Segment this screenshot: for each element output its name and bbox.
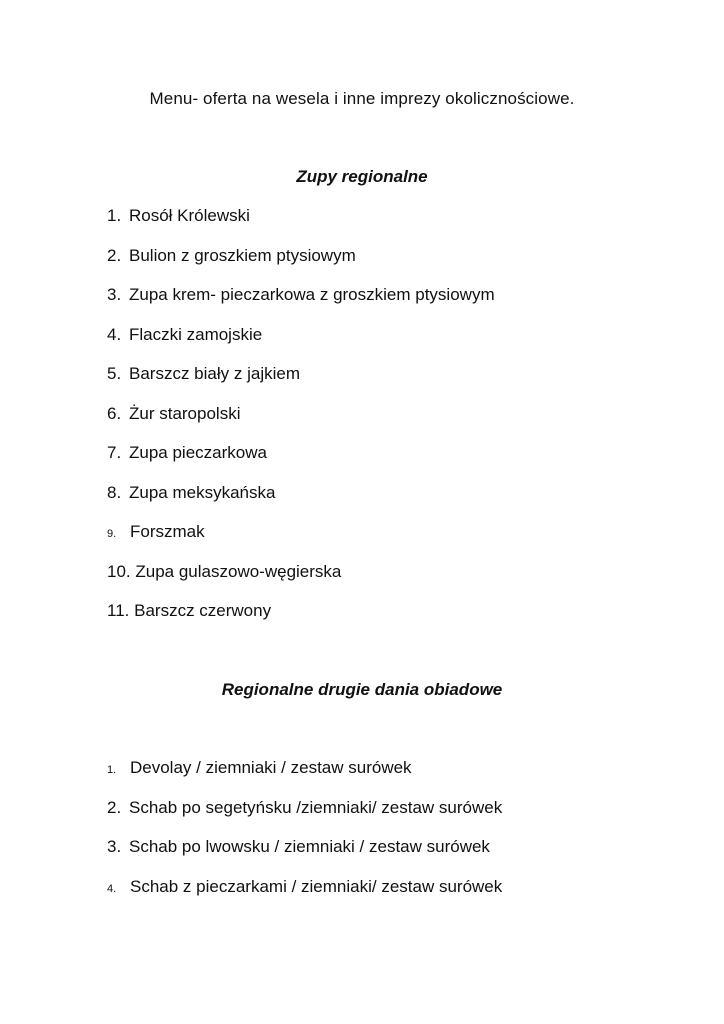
item-number: 11. [107,601,130,620]
list-item [107,758,502,798]
list-item [107,364,495,404]
list-item [107,877,502,917]
item-text: Devolay / ziemniaki / zestaw surówek [130,758,412,777]
item-text: Forszmak [130,522,205,541]
list-item [107,483,495,523]
item-text: Barszcz biały z jajkiem [129,364,300,383]
item-number: 3. [107,837,122,856]
list-item [107,798,502,838]
item-number: 7. [107,443,122,462]
section-heading-soups: Zupy regionalne [296,167,428,186]
item-text: Schab po lwowsku / ziemniaki / zestaw surówek [129,837,490,856]
document-title: Menu- oferta na wesela i inne imprezy okolicznościowe. [149,89,575,108]
soups-list [107,206,495,641]
list-item [107,522,495,562]
mains-list [107,758,502,916]
list-item [107,837,502,877]
item-number: 3. [107,285,122,304]
item-number: 6. [107,403,122,423]
list-item [107,246,495,286]
list-item [107,325,495,365]
item-number: 5. [107,364,122,383]
item-text: Schab po segetyńsku /ziemniaki/ zestaw surówek [129,797,503,817]
list-item [107,562,495,602]
item-number: 9. [107,528,117,540]
item-number: 4. [107,324,122,344]
item-number: 1. [107,206,122,225]
item-text: Barszcz czerwony [134,601,272,620]
item-text: Flaczki zamojskie [129,324,263,344]
list-item [107,443,495,483]
item-text: Żur staropolski [129,403,241,423]
item-number: 1. [107,764,117,776]
item-text: Zupa krem- pieczarkowa z groszkiem ptysiowym [129,285,495,304]
list-item [107,206,495,246]
item-number: 8. [107,482,122,502]
item-number: 10. [107,561,131,581]
section-heading-mains: Regionalne drugie dania obiadowe [221,680,503,699]
list-item [107,285,495,325]
item-text: Rosół Królewski [129,206,250,225]
item-text: Bulion z groszkiem ptysiowym [129,245,356,265]
list-item [107,404,495,444]
item-number: 4. [107,882,117,895]
item-text: Schab z pieczarkami / ziemniaki/ zestaw surówek [130,876,503,896]
item-text: Zupa gulaszowo-węgierska [135,561,342,581]
item-text: Zupa pieczarkowa [129,443,267,462]
list-item [107,601,495,641]
item-number: 2. [107,245,122,265]
item-text: Zupa meksykańska [129,482,276,502]
item-number: 2. [107,797,122,817]
